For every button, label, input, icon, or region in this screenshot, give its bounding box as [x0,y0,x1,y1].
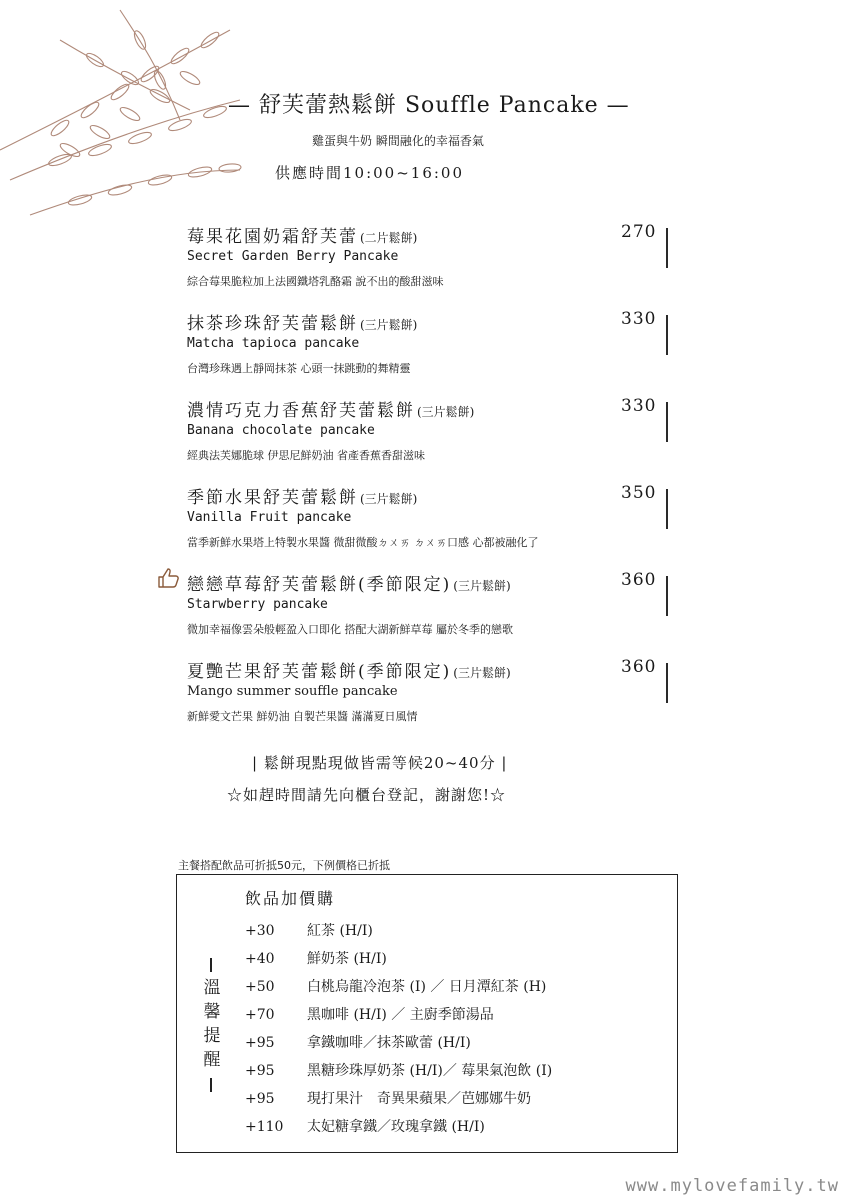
menu-item-price: 330 [621,309,657,329]
menu-item-qty: (三片鬆餅) [360,492,418,506]
price-divider [666,402,668,442]
drink-price: +40 [245,951,275,967]
drink-price: +95 [245,1035,275,1051]
drink-row [245,920,373,940]
menu-item-name: 莓果花園奶霜舒芙蕾 [187,227,358,247]
price-divider [666,315,668,355]
reminder-side-label: 溫 馨 提 醒 [203,978,221,1070]
menu-item-name: 戀戀草莓舒芙蕾鬆餅(季節限定) [187,575,452,595]
price-divider [666,228,668,268]
side-label-bar-bottom [210,1078,212,1092]
watermark: www.mylovefamily.tw [625,1176,839,1196]
menu-item-desc: 綜合莓果脆粒加上法國鐵塔乳酪霜 說不出的酸甜滋味 [187,275,444,288]
drink-row [245,1088,531,1108]
menu-item [187,309,687,389]
wait-time-notice: | 鬆餅現點現做皆需等候20~40分 | [252,754,508,772]
menu-item [187,657,687,737]
menu-item-qty: (三片鬆餅) [360,318,418,332]
menu-item-english: Starwberry pancake [187,597,328,612]
menu-item [187,483,687,563]
register-notice: ☆如趕時間請先向櫃台登記，謝謝您!☆ [227,786,507,804]
menu-item-qty: (三片鬆餅) [453,579,511,593]
menu-item-english: Secret Garden Berry Pancake [187,249,399,264]
drink-row [245,976,546,996]
page-title: — 舒芙蕾熱鬆餅 Souffle Pancake — [228,93,630,118]
drink-price: +95 [245,1091,275,1107]
drink-row [245,1116,485,1136]
menu-item [187,396,687,476]
menu-item-english: Matcha tapioca pancake [187,336,360,351]
menu-item-name: 季節水果舒芙蕾鬆餅 [187,488,358,508]
menu-item [187,570,687,650]
menu-item-desc: 台灣珍珠遇上靜岡抹茶 心頭一抹跳動的舞精靈 [187,362,411,375]
drink-name: 太妃糖拿鐵／玫瑰拿鐵 (H/I) [307,1119,485,1135]
drink-row [245,1004,494,1024]
price-divider [666,663,668,703]
menu-item-name: 抹茶珍珠舒芙蕾鬆餅 [187,314,358,334]
menu-item-desc: 經典法芙娜脆球 伊思尼鮮奶油 省產香蕉香甜滋味 [187,449,425,462]
price-divider [666,489,668,529]
menu-item-qty: (三片鬆餅) [453,666,511,680]
menu-item-name: 夏艷芒果舒芙蕾鬆餅(季節限定) [187,662,452,682]
page-subtitle: 雞蛋與牛奶 瞬間融化的幸福香氣 [312,134,484,148]
menu-item-desc: 當季新鮮水果塔上特製水果醬 微甜微酸ㄉㄨㄞ ㄉㄨㄞ口感 心都被融化了 [187,536,539,549]
menu-item-qty: (二片鬆餅) [360,231,418,245]
menu-item-english: Vanilla Fruit pancake [187,510,352,525]
menu-item-desc: 新鮮愛文芒果 鮮奶油 自製芒果醬 滿滿夏日風情 [187,710,418,723]
drink-price: +110 [245,1119,284,1135]
drink-price: +30 [245,923,275,939]
drink-price: +50 [245,979,275,995]
drink-name: 黑糖珍珠厚奶茶 (H/I)／ 莓果氣泡飲 (I) [307,1063,553,1079]
service-hours: 供應時間10:00~16:00 [275,164,465,182]
leaf-branch-illustration [0,0,300,240]
price-divider [666,576,668,616]
drink-name: 紅茶 (H/I) [307,923,373,939]
menu-item-qty: (三片鬆餅) [417,405,475,419]
menu-item [187,222,687,302]
drink-name: 白桃烏龍冷泡茶 (I) ／ 日月潭紅茶 (H) [307,979,547,995]
menu-item-price: 270 [621,222,657,242]
drink-name: 鮮奶茶 (H/I) [307,951,387,967]
drink-addon-title: 飲品加價購 [245,889,336,908]
drink-price: +95 [245,1063,275,1079]
menu-item-english: Mango summer souffle pancake [187,684,398,699]
menu-item-price: 350 [621,483,657,503]
drink-row [245,1060,552,1080]
menu-item-name: 濃情巧克力香蕉舒芙蕾鬆餅 [187,401,415,421]
drink-row [245,948,387,968]
thumbs-up-icon [157,566,181,590]
menu-item-price: 360 [621,570,657,590]
drink-price: +70 [245,1007,275,1023]
drink-discount-note: 主餐搭配飲品可折抵50元，下例價格已折抵 [178,859,390,872]
menu-item-desc: 微加幸福像雲朵般輕盈入口即化 搭配大湖新鮮草莓 屬於冬季的戀歌 [187,623,513,636]
menu-item-english: Banana chocolate pancake [187,423,375,438]
drink-name: 現打果汁 奇異果蘋果／芭娜娜牛奶 [307,1091,531,1107]
drink-row [245,1032,471,1052]
side-label-bar-top [210,958,212,972]
menu-item-price: 360 [621,657,657,677]
menu-item-price: 330 [621,396,657,416]
drink-name: 黑咖啡 (H/I) ／ 主廚季節湯品 [307,1007,494,1023]
drink-name: 拿鐵咖啡／抹茶歐蕾 (H/I) [307,1035,471,1051]
